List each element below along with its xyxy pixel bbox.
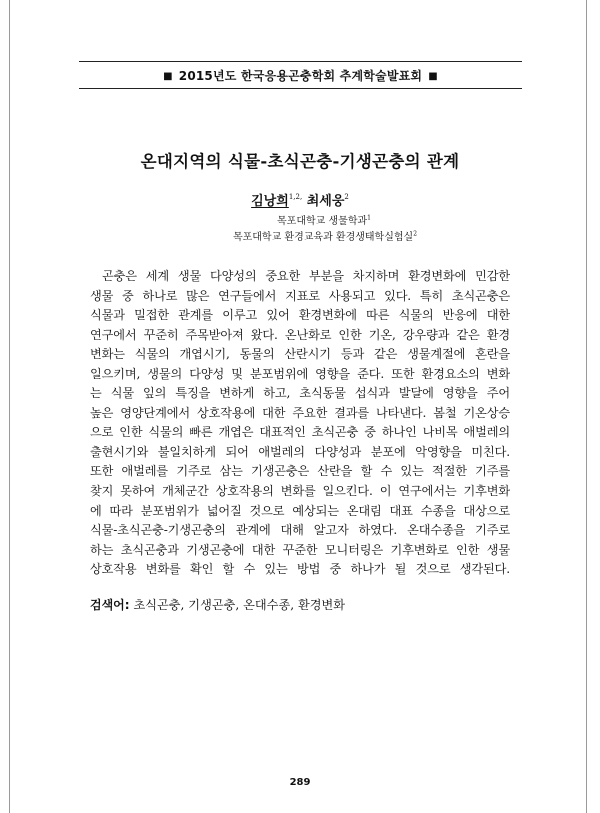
keywords — [90, 596, 345, 613]
abstract-line: 는 식물 잎의 특징을 변하게 하고, 초식동물 섭식과 발달에 영향을 주어 — [90, 386, 510, 401]
abstract-line: 일으키며, 생물의 다양성 및 분포범위에 영향을 준다. 또한 환경요소의 변화 — [90, 366, 510, 381]
affiliation-2 — [25, 228, 600, 243]
abstract-line: 식물과 밀접한 관계를 이루고 있어 환경변화에 따른 식물의 반응에 대한 — [90, 308, 510, 323]
abstract-body — [90, 267, 510, 580]
abstract-line: 변화는 식물의 개엽시기, 동물의 산란시기 등과 같은 생물계절에 혼란을 — [90, 347, 510, 362]
affiliation-text: 목포대학교 생물학과 — [277, 216, 368, 227]
author-name: 김낭희 — [251, 194, 289, 209]
author-name: 최세웅 — [306, 194, 345, 209]
header-text: 2015년도 한국응용곤충학회 추계학술발표회 — [178, 69, 423, 83]
abstract-line: 또한 애벌레를 기주로 삼는 기생곤충은 산란을 할 수 있는 적절한 기주를 — [90, 464, 510, 479]
abstract-line: 출현시기와 불일치하게 되어 애벌레의 다양성과 분포에 악영향을 미친다. — [90, 444, 510, 459]
author-superscript: 2 — [344, 192, 349, 201]
affiliation-text: 목포대학교 환경교육과 환경생태학실험실 — [232, 232, 414, 243]
abstract-line: 찾지 못하여 개체군간 상호작용의 변화를 일으킨다. 이 연구에서는 기후변화 — [90, 484, 510, 499]
header-square-left: ■ — [163, 71, 173, 82]
header-square-right: ■ — [428, 71, 438, 82]
keywords-label: 검색어: — [90, 598, 130, 612]
author-line — [0, 190, 600, 209]
page-number: 289 — [289, 777, 311, 788]
abstract-line: 에 따라 분포범위가 넓어질 것으로 예상되는 온대림 대표 수종을 대상으로 — [90, 503, 510, 518]
abstract-line: 연구에서 꾸준히 주목받아져 왔다. 온난화로 인한 기온, 강우량과 같은 환경 — [90, 327, 510, 342]
keywords-list: 초식곤충, 기생곤충, 온대수종, 환경변화 — [129, 598, 346, 612]
abstract-line: 으로 인한 식물의 빠른 개엽은 대표적인 초식곤충 중 하나인 나비목 애벌레의 — [90, 425, 510, 440]
header-rule-top — [79, 61, 522, 62]
author-superscript: 1,2, — [288, 192, 303, 201]
abstract-line: 하는 초식곤충과 기생곤충에 대한 꾸준한 모니터링은 기후변화로 인한 생물 — [90, 542, 510, 557]
header-rule-bottom — [79, 88, 522, 89]
affiliation-superscript: 1 — [367, 214, 371, 222]
paper-title: 온대지역의 식물-초식곤충-기생곤충의 관계 — [140, 152, 460, 171]
affiliation-1 — [24, 212, 600, 227]
affiliation-superscript: 2 — [413, 230, 418, 238]
abstract-line: 높은 영양단계에서 상호작용에 대한 주요한 결과를 나타낸다. 봄철 기온상승 — [90, 405, 510, 420]
running-header — [79, 67, 522, 84]
abstract-line: 상호작용 변화를 확인 할 수 있는 방법 중 하나가 될 것으로 생각된다. — [90, 562, 510, 577]
abstract-line: 생물 중 하나로 많은 연구들에서 지표로 사용되고 있다. 특히 초식곤충은 — [90, 288, 510, 303]
abstract-line: 식물-초식곤충-기생곤충의 관계에 대해 알고자 하였다. 온대수종을 기주로 — [90, 523, 510, 538]
abstract-line: 곤충은 세계 생물 다양성의 중요한 부분을 차지하며 환경변화에 민감한 — [102, 269, 510, 283]
